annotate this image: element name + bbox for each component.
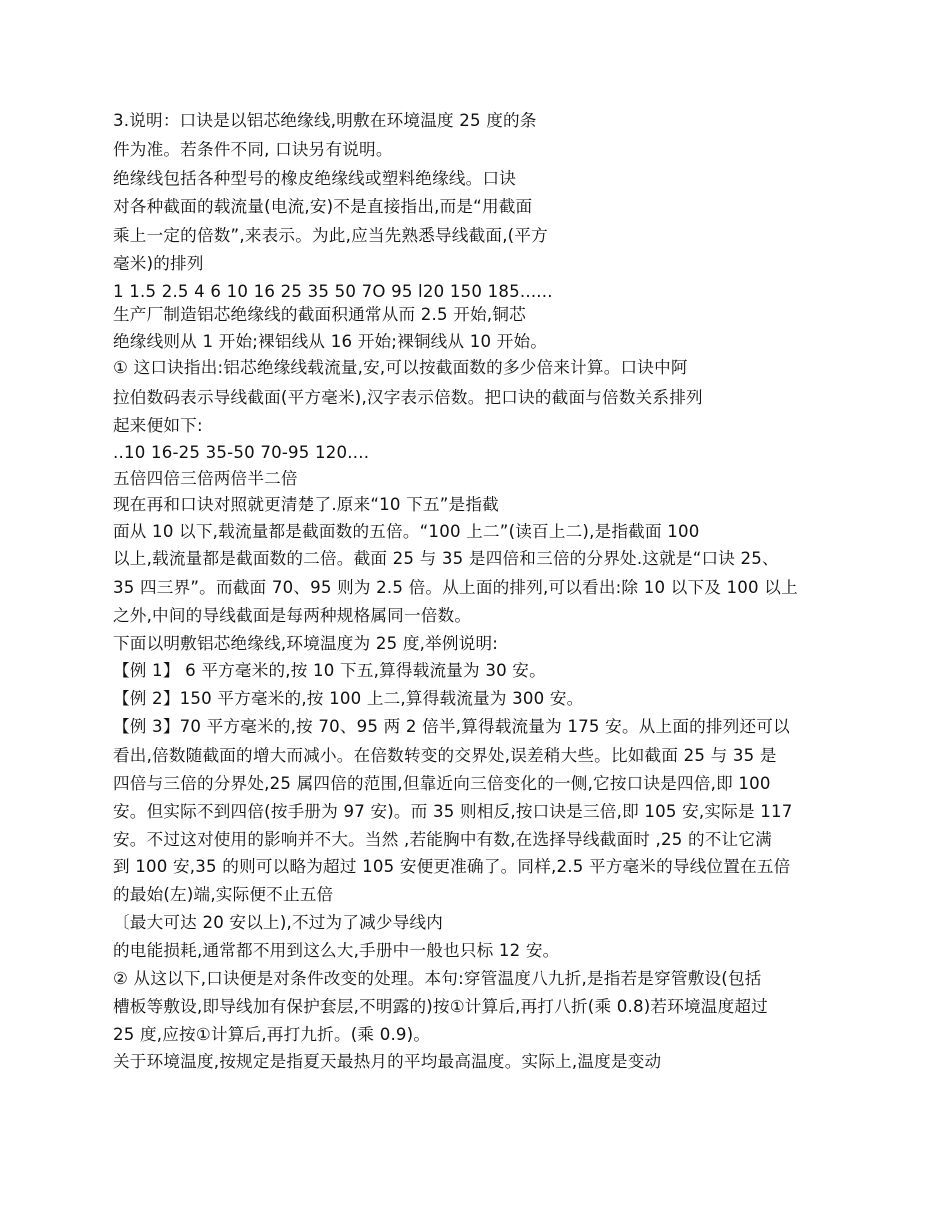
- text-line: 四倍与三倍的分界处,25 属四倍的范围,但靠近向三倍变化的一侧,它按口诀是四倍,即 100: [113, 774, 771, 793]
- text-line: 对各种截面的载流量(电流,安)不是直接指出,而是“用截面: [113, 197, 533, 216]
- text-line: 件为准。若条件不同, 口诀另有说明。: [113, 140, 393, 159]
- text-line: 槽板等敷设,即导线加有保护套层,不明露的)按①计算后,再打八折(乘 0.8)若环境温度超过: [113, 997, 768, 1016]
- text-line: 起来便如下:: [113, 416, 203, 435]
- text-line: 安。但实际不到四倍(按手册为 97 安)。而 35 则相反,按口诀是三倍,即 105 安,实际是 117: [113, 802, 793, 821]
- text-line: 以上,载流量都是截面数的二倍。截面 25 与 35 是四倍和三倍的分界处.这就是“口诀 25、: [113, 549, 779, 568]
- text-line: 绝缘线则从 1 开始;裸铝线从 16 开始;裸铜线从 10 开始。: [113, 332, 548, 351]
- text-line: 拉伯数码表示导线截面(平方毫米),汉字表示倍数。把口诀的截面与倍数关系排列: [113, 388, 703, 407]
- text-line: 35 四三界”。而截面 70、95 则为 2.5 倍。从上面的排列,可以看出:除 10 以下及 100 以上: [113, 578, 798, 597]
- text-line: 看出,倍数随截面的增大而减小。在倍数转变的交界处,误差稍大些。比如截面 25 与 35 是: [113, 746, 777, 765]
- text-line: 的电能损耗,通常都不用到这么大,手册中一般也只标 12 安。: [113, 941, 560, 960]
- text-line: 的最始(左)端,实际便不止五倍: [113, 885, 334, 904]
- text-line: 〔最大可达 20 安以上),不过为了减少导线内: [113, 913, 444, 932]
- text-line: 3.说明：口诀是以铝芯绝缘线,明敷在环境温度 25 度的条: [113, 111, 537, 130]
- text-line: 五倍四倍三倍两倍半二倍: [113, 469, 298, 488]
- text-line: 【例 2】150 平方毫米的,按 100 上二,算得载流量为 300 安。: [113, 689, 584, 708]
- text-line: 25 度,应按①计算后,再打九折。(乘 0.9)。: [113, 1025, 431, 1044]
- text-line: 【例 1】 6 平方毫米的,按 10 下五,算得载流量为 30 安。: [113, 661, 546, 680]
- text-line: 【例 3】70 平方毫米的,按 70、95 两 2 倍半,算得载流量为 175 安。从上面的排列还可以: [113, 717, 790, 736]
- text-line: ..10 16-25 35-50 70-95 120....: [113, 443, 370, 462]
- text-line: 1 1.5 2.5 4 6 10 16 25 35 50 7O 95 l20 150 185......: [113, 282, 553, 301]
- text-line: 安。不过这对使用的影响并不大。当然 ,若能胸中有数,在选择导线截面时 ,25 的不让它满: [113, 830, 772, 849]
- text-line: 到 100 安,35 的则可以略为超过 105 安便更准确了。同样,2.5 平方毫米的导线位置在五倍: [113, 857, 791, 876]
- text-line: 下面以明敷铝芯绝缘线,环境温度为 25 度,举例说明:: [113, 634, 499, 653]
- text-line: 面从 10 以下,载流量都是截面数的五倍。“100 上二”(读百上二),是指截面 100: [113, 522, 700, 541]
- text-line: 关于环境温度,按规定是指夏天最热月的平均最高温度。实际上,温度是变动: [113, 1052, 662, 1071]
- text-line: 毫米)的排列: [113, 254, 204, 273]
- text-line: 绝缘线包括各种型号的橡皮绝缘线或塑料绝缘线。口诀: [113, 169, 517, 188]
- text-line: 之外,中间的导线截面是每两种规格属同一倍数。: [113, 606, 472, 625]
- text-line: 生产厂制造铝芯绝缘线的截面积通常从而 2.5 开始,铜芯: [113, 305, 526, 324]
- text-line: ② 从这以下,口诀便是对条件改变的处理。本句:穿管温度八九折,是指若是穿管敷设(包括: [113, 969, 762, 988]
- text-line: ① 这口诀指出:铝芯绝缘线载流量,安,可以按截面数的多少倍来计算。口诀中阿: [113, 358, 688, 377]
- text-line: 现在再和口诀对照就更清楚了.原来“10 下五”是指截: [113, 495, 499, 514]
- text-line: 乘上一定的倍数”,来表示。为此,应当先熟悉导线截面,(平方: [113, 226, 548, 245]
